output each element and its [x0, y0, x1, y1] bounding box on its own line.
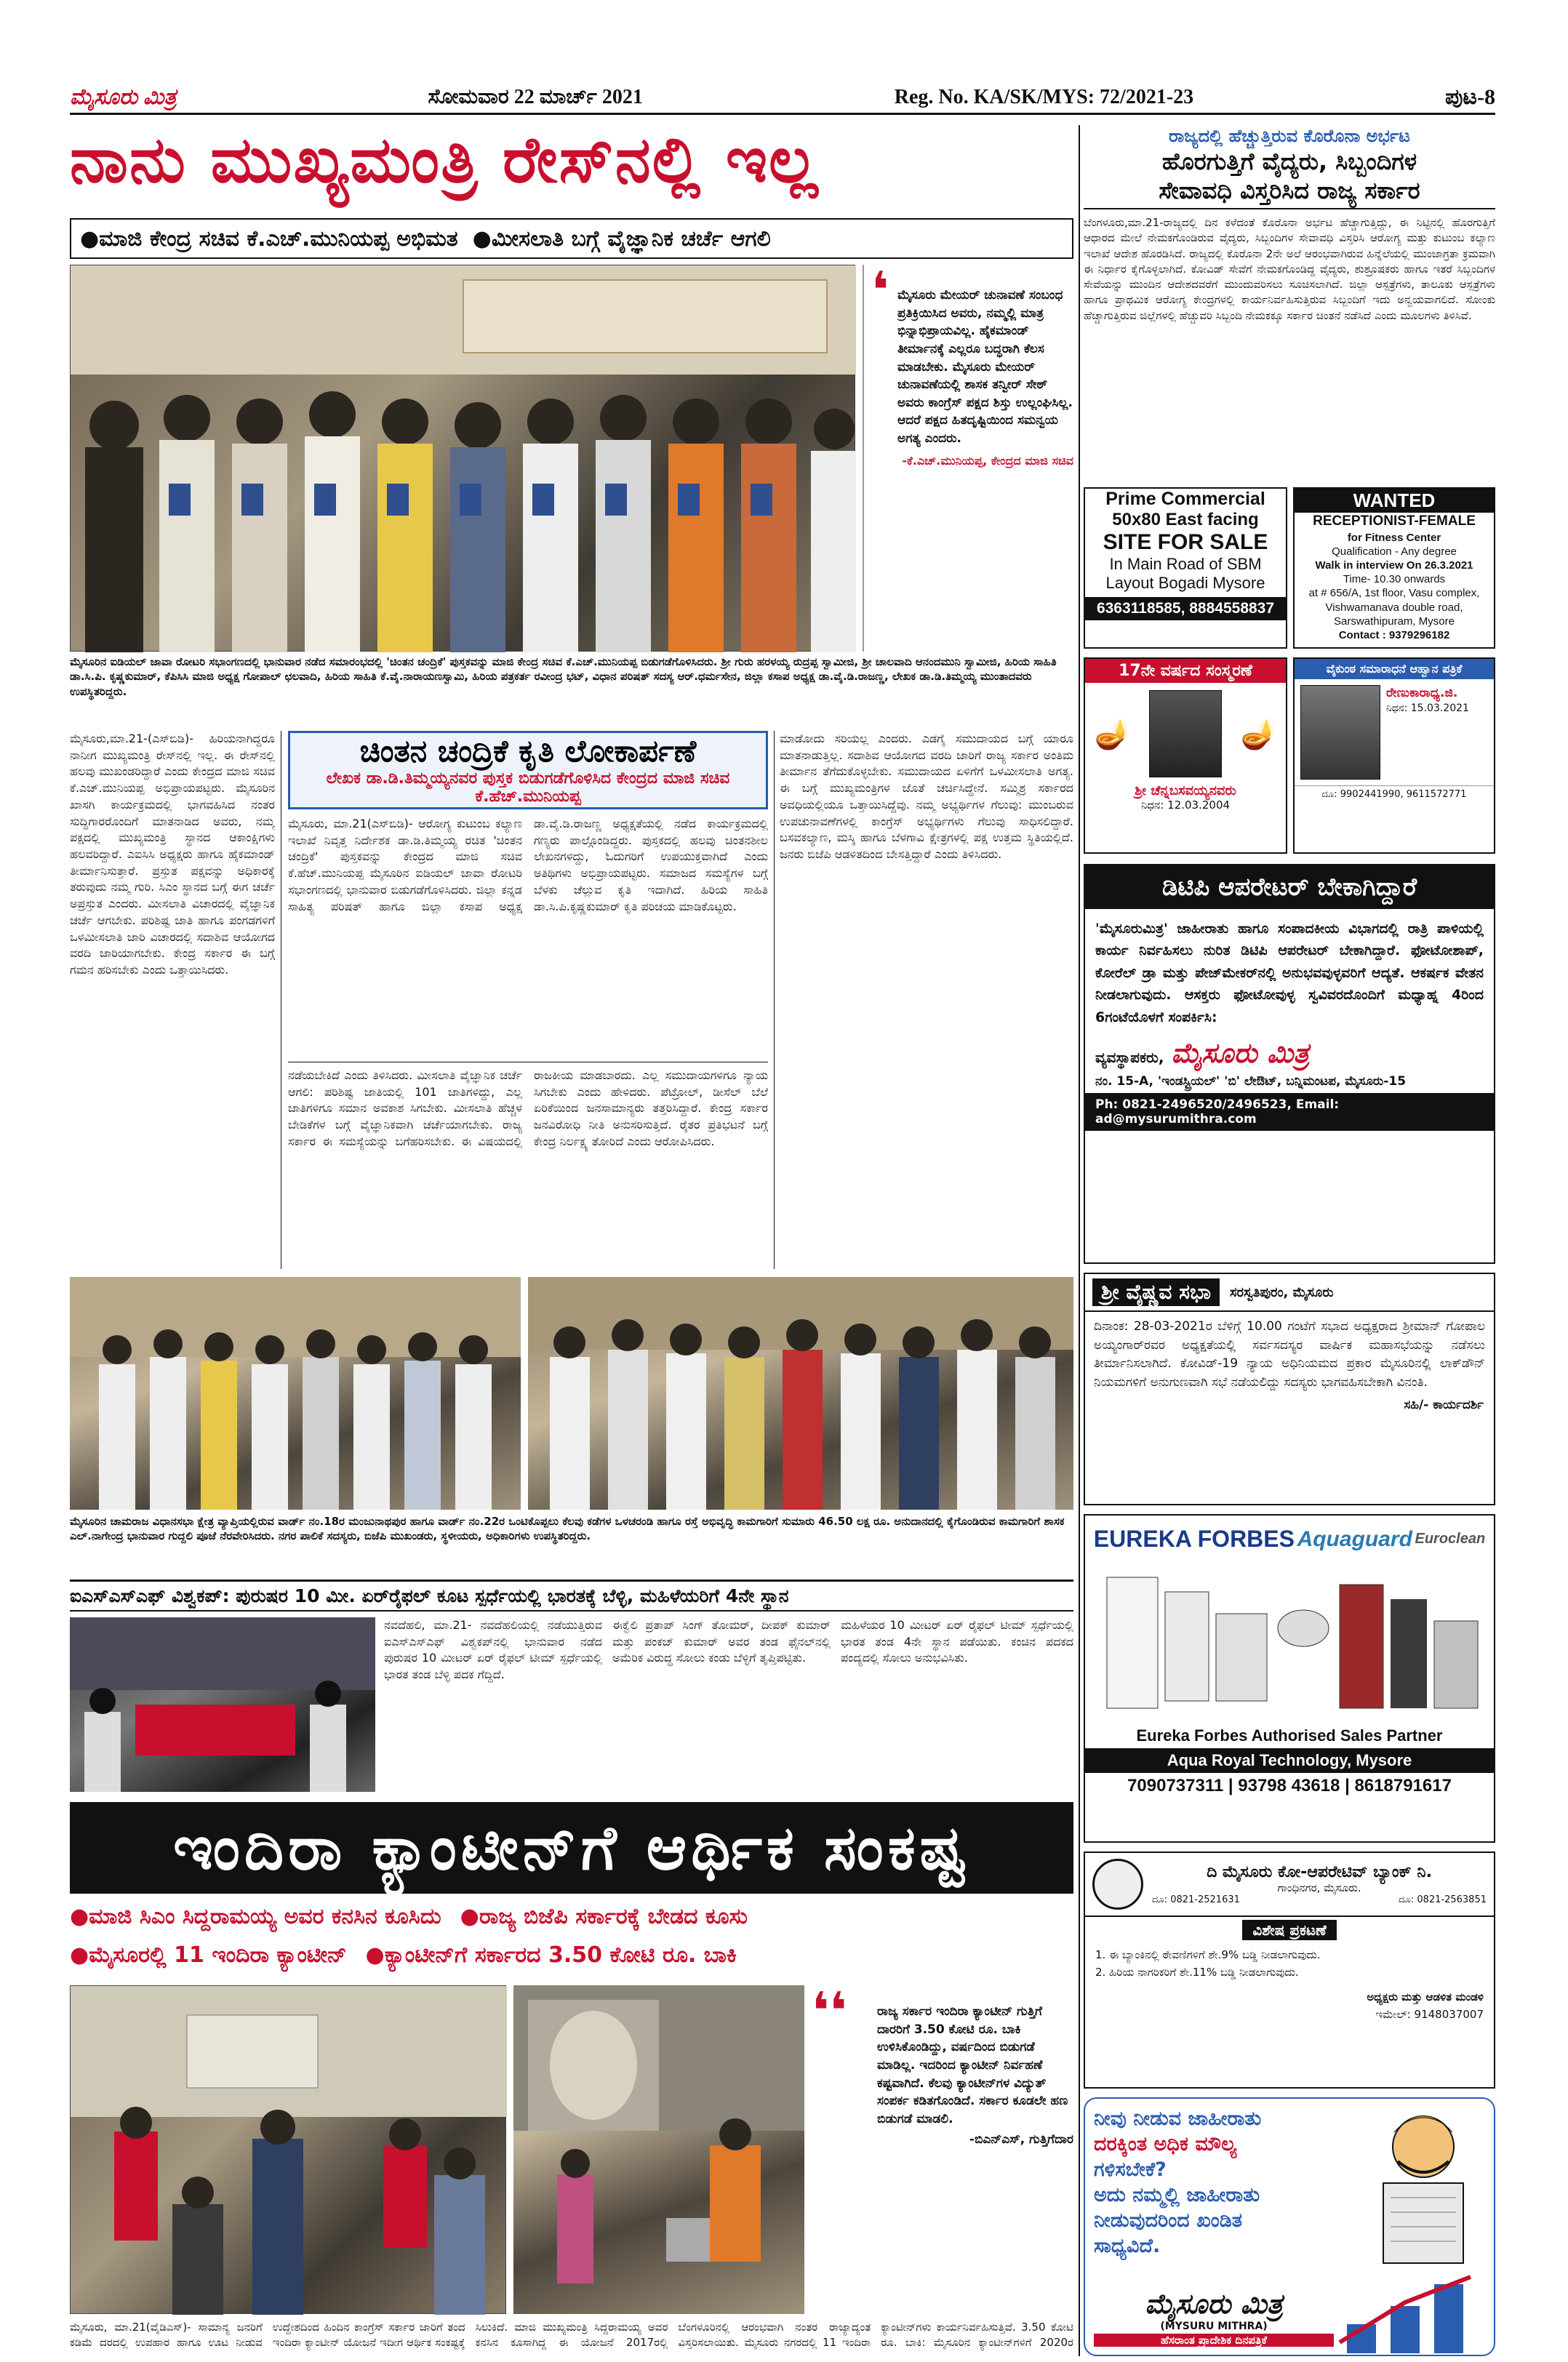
prime-ad-l1: Prime Commercial: [1105, 489, 1265, 509]
promo-l6: ಸಾಧ್ಯವಿದೆ.: [1094, 2235, 1161, 2258]
memorial1-date: ನಿಧನ: 12.03.2004: [1140, 798, 1231, 812]
bank-place: ಗಾಂಧಿನಗರ, ಮೈಸೂರು.: [1277, 1881, 1361, 1894]
issf-headline: ಐಎಸ್‌ಎಸ್‌ಎಫ್ ವಿಶ್ವಕಪ್: ಪುರುಷರ 10 ಮೀ. ಏರ್‌ರೈಫಲ್ ಕೂಟ ಸ್ಪರ್ಧೆಯಲ್ಲಿ ಭಾರತಕ್ಕೆ ಬೆಳ್ಳಿ, ಮಹಿಳೆಯರಿಗೆ 4ನೇ ಸ್ಥಾನ: [70, 1580, 1073, 1612]
corona-body: ಬೆಂಗಳೂರು,ಮಾ.21-ರಾಜ್ಯದಲ್ಲಿ ದಿನ ಕಳೆದಂತೆ ಕೊರೊನಾ ಅರ್ಭಟ ಹೆಚ್ಚಾಗುತ್ತಿದ್ದು, ಈ ನಿಟ್ಟಿನಲ್ಲಿ ಹೊರಗುತ್ತಿಗೆ ಆಧಾರದ ಮೇಲೆ ನೇಮಕಗೊಂಡಿರುವ ವೈದ್ಯರು, ಸಿಬ್ಬಂದಿಗಳ ಸೇವಾವಧಿ ವಿಸ್ತರಿಸಿ ಆರೋಗ್ಯ ಮತ್ತು ಕುಟುಂಬ ಕಲ್ಯಾಣ ಇಲಾಖೆ ಆದೇಶ ಹೊರಡಿಸಿದೆ. ರಾಜ್ಯದಲ್ಲಿ ಕೊರೊನಾ 2ನೇ ಅಲೆ ಆರಂಭವಾಗಿರುವ ಹಿನ್ನೆಲೆಯಲ್ಲಿ ಮುಂಜಾಗ್ರತಾ ಕ್ರಮವಾಗಿ ಈ ನಿರ್ಧಾರ ಕೈಗೊಳ್ಳಲಾಗಿದೆ. ಕೋವಿಡ್ ಸೇವೆಗೆ ನೇಮಕಗೊಂಡಿದ್ದ ವೈದ್ಯರು, ಶುಶ್ರೂಷಕರು ಹಾಗೂ ಇತರೆ ಸಿಬ್ಬಂದಿಗಳ ಸೇವೆಯನ್ನು ಮುಂದಿನ ಆದೇಶದವರೆಗೆ ಮುಂದುವರಿಸಲು ಸೂಚಿಸಲಾಗಿದೆ. ಜಿಲ್ಲಾ ಆಸ್ಪತ್ರೆಗಳು, ತಾಲೂಕು ಆಸ್ಪತ್ರೆಗಳು ಹಾಗೂ ಪ್ರಾಥಮಿಕ ಆರೋಗ್ಯ ಕೇಂದ್ರಗಳಲ್ಲಿ ಕಾರ್ಯನಿರ್ವಹಿಸುತ್ತಿರುವ ಸಿಬ್ಬಂದಿಗೆ ಇದು ಅನ್ವಯವಾಗಲಿದೆ. ಸೋಂಕು ಹೆಚ್ಚಾಗುತ್ತಿರುವ ಜಿಲ್ಲೆಗಳಲ್ಲಿ ಹೆಚ್ಚುವರಿ ಸಿಬ್ಬಂದಿ ನೇಮಕಕ್ಕೂ ಸರ್ಕಾರ ಚಿಂತನೆ ನಡೆಸಿದೆ ಎಂದು ಮೂಲಗಳು ತಿಳಿಸಿವೆ.: [1084, 216, 1495, 322]
wanted-ad-l1: WANTED: [1295, 489, 1494, 513]
vaishnava-head: ಶ್ರೀ ವೈಷ್ಣವ ಸಭಾ: [1092, 1278, 1220, 1306]
corona-headline-2: ಸೇವಾವಧಿ ವಿಸ್ತರಿಸಿದ ರಾಜ್ಯ ಸರ್ಕಾರ: [1084, 176, 1495, 209]
issf-col2: ಈಕ್ವೆಲಿ ಪ್ರತಾಪ್ ಸಿಂಗ್ ತೋಮರ್, ದೀಪಕ್ ಕುಮಾರ್ ಮತ್ತು ಪಂಕಜ್ ಕುಮಾರ್ ಅವರ ತಂಡ ಫೈನಲ್‌ನಲ್ಲಿ ಅಮೆರಿಕ ವಿರುದ್ಧ ಸೋಲು ಕಂಡು ಬೆಳ್ಳಿಗೆ ತೃಪ್ತಿಪಟ್ಟಿತು.: [612, 1618, 831, 1665]
memorial2-phone: ದೂ: 9902441990, 9611572771: [1295, 785, 1494, 800]
canteen-quote: ರಾಜ್ಯ ಸರ್ಕಾರ ಇಂದಿರಾ ಕ್ಯಾಂಟೀನ್ ಗುತ್ತಿಗೆ ದಾರರಿಗೆ 3.50 ಕೋಟಿ ರೂ. ಬಾಕಿ ಉಳಿಸಿಕೊಂಡಿದ್ದು, ವರ್ಷದಿಂದ ಬಿಡುಗಡೆ ಮಾಡಿಲ್ಲ. ಇದರಿಂದ ಕ್ಯಾಂಟೀನ್ ನಿರ್ವಹಣೆ ಕಷ್ಟವಾಗಿದೆ. ಕೆಲವು ಕ್ಯಾಂಟೀನ್‌ಗಳ ವಿದ್ಯುತ್ ಸಂಪರ್ಕ ಕಡಿತಗೊಂಡಿದೆ. ಸರ್ಕಾರ ಕೂಡಲೇ ಹಣ ಬಿಡುಗಡೆ ಮಾಡಲಿ.: [877, 2004, 1068, 2126]
ward-photo-left-figures: [70, 1277, 521, 1510]
memorial-ad-1: [1084, 657, 1287, 854]
promo-l5: ನೀಡುವುದರಿಂದ ಖಂಡಿತ: [1094, 2209, 1243, 2233]
wanted-ad-l5: Walk in interview On 26.3.2021: [1315, 559, 1473, 572]
eureka-shop: Aqua Royal Technology, Mysore: [1085, 1748, 1494, 1773]
dtp-ad-sign: ವ್ಯವಸ್ಥಾಪಕರು,: [1095, 1048, 1164, 1066]
masthead-date: ಸೋಮವಾರ 22 ಮಾರ್ಚ್ 2021: [428, 85, 643, 108]
dtp-ad-addr: ನಂ. 15-A, 'ಇಂಡಸ್ಟ್ರಿಯಲ್' 'ಬಿ' ಲೇಔಟ್, ಬನ್ನಿಮಂಟಪ, ಮೈಸೂರು-15: [1095, 1073, 1407, 1089]
promo-l4: ಅದು ನಮ್ಮಲ್ಲಿ ಜಾಹೀರಾತು: [1094, 2184, 1260, 2207]
lead-body: ಮೈಸೂರು,ಮಾ.21-(ಎಸ್‌ಬಿಡಿ)- ಹಿರಿಯನಾಗಿದ್ದರೂ ನಾನೀಗ ಮುಖ್ಯಮಂತ್ರಿ ರೇಸ್‌ನಲ್ಲಿ ಇಲ್ಲ. ಈ ರೇಸ್‌ನಲ್ಲಿ ಹಲವು ಮುಖಂಡರಿದ್ದಾರೆ ಎಂದು ಕೇಂದ್ರದ ಮಾಜಿ ಸಚಿವ ಕೆ.ಎಚ್.ಮುನಿಯಪ್ಪ ಅಭಿಪ್ರಾಯಪಟ್ಟರು. ಮೈಸೂರಿನ ಖಾಸಗಿ ಕಾರ್ಯಕ್ರಮದಲ್ಲಿ ಭಾಗವಹಿಸಿದ ನಂತರ ಸುದ್ದಿಗಾರರೊಂದಿಗೆ ಮಾತನಾಡಿದ ಅವರು, ನಮ್ಮ ಪಕ್ಷದಲ್ಲಿ ಮುಖ್ಯಮಂತ್ರಿ ಸ್ಥಾನದ ಆಕಾಂಕ್ಷಿಗಳು ಹಲವರಿದ್ದಾರೆ. ಎಐಸಿಸಿ ಅಧ್ಯಕ್ಷರು ಹಾಗೂ ಹೈಕಮಾಂಡ್ ತೀರ್ಮಾನಿಸುತ್ತಾರೆ. ಪ್ರಸ್ತುತ ಪಕ್ಷವನ್ನು ಅಧಿಕಾರಕ್ಕೆ ತರುವುದು ನಮ್ಮ ಗುರಿ. ಸಿಎಂ ಸ್ಥಾನದ ಬಗ್ಗೆ ಈಗ ಚರ್ಚೆ ಅಪ್ರಸ್ತುತ ಎಂದರು. ಮೀಸಲಾತಿ ವಿಚಾರದಲ್ಲಿ ವೈಜ್ಞಾನಿಕ ಚರ್ಚೆ ಆಗಬೇಕು. ಪರಿಶಿಷ್ಟ ಜಾತಿ ಹಾಗೂ ಪಂಗಡಗಳಿಗೆ ಒಳಮೀಸಲಾತಿ ಜಾರಿ ವಿಚಾರದಲ್ಲಿ ಸದಾಶಿವ ಆಯೋಗದ ವರದಿ ಜಾರಿಯಾಗಬೇಕು. ಕೇಂದ್ರ ಸರ್ಕಾರ ಈ ಬಗ್ಗೆ ಗಮನ ಹರಿಸಬೇಕು ಎಂದು ಒತ್ತಾಯಿಸಿದರು.: [70, 732, 275, 977]
canteen-sub2: ●ರಾಜ್ಯ ಬಿಜೆಪಿ ಸರ್ಕಾರಕ್ಕೆ ಬೇಡದ ಕೂಸು: [460, 1904, 748, 1929]
corona-headline-1: ಹೊರಗುತ್ತಿಗೆ ವೈದ್ಯರು, ಸಿಬ್ಬಂದಿಗಳ: [1161, 148, 1417, 175]
lead-quote-box: [863, 260, 1073, 652]
wanted-ad-l7: at # 656/A, 1st floor, Vasu complex,: [1308, 587, 1480, 600]
ward-photo-right: [528, 1277, 1073, 1510]
wanted-ad-l4: Qualification - Any degree: [1332, 545, 1457, 558]
lead-continued-2: ಮಾಡೋದು ಸರಿಯಲ್ಲ ಎಂದರು. ಎಡಗೈ ಸಮುದಾಯದ ಬಗ್ಗೆ ಯಾರೂ ಮಾತನಾಡುತ್ತಿಲ್ಲ. ಸದಾಶಿವ ಆಯೋಗದ ವರದಿ ಜಾರಿಗೆ ರಾಜ್ಯ ಸರ್ಕಾರ ಅಂತಿಮ ತೀರ್ಮಾನ ತೆಗೆದುಕೊಳ್ಳಬೇಕು. ಸಮುದಾಯದ ಏಳಿಗೆಗೆ ಒಳಮೀಸಲಾತಿ ಅಗತ್ಯ. ಈ ಬಗ್ಗೆ ಮುಖ್ಯಮಂತ್ರಿಗಳ ಜೊತೆ ಚರ್ಚಿಸಿದ್ದೇನೆ. ಸಮ್ಮಿಶ್ರ ಸರ್ಕಾರದ ಅವಧಿಯಲ್ಲಿಯೂ ಒತ್ತಾಯಿಸಿದ್ದೆವು. ನಮ್ಮ ಅಭ್ಯರ್ಥಿಗಳ ಗೆಲುವು: ಮುಂಬರುವ ಉಪಚುನಾವಣೆಗಳಲ್ಲಿ ಕಾಂಗ್ರೆಸ್ ಅಭ್ಯರ್ಥಿಗಳು ಗೆಲುವು ಸಾಧಿಸಲಿದ್ದಾರೆ. ಬಸವಕಲ್ಯಾಣ, ಮಸ್ಕಿ ಹಾಗೂ ಬೆಳಗಾವಿ ಕ್ಷೇತ್ರಗಳಲ್ಲಿ ಪಕ್ಷ ಉತ್ತಮ ಸ್ಥಿತಿಯಲ್ಲಿದೆ. ಜನರು ಬಿಜೆಪಿ ಆಡಳಿತದಿಂದ ಬೇಸತ್ತಿದ್ದಾರೆ ಎಂದು ತಿಳಿಸಿದರು.: [780, 732, 1073, 862]
dtp-ad-contact: Ph: 0821-2496520/2496523, Email: ad@mysurumithra.com: [1085, 1093, 1494, 1131]
bank-p1: 1. ಈ ಬ್ಯಾಂಕಿನಲ್ಲಿ ಠೇವಣಿಗಳಿಗೆ ಶೇ.9% ಬಡ್ಡಿ ನೀಡಲಾಗುವುದು.: [1095, 1948, 1321, 1961]
lead-subheads: [70, 218, 1073, 259]
eureka-brand: EUREKA FORBES: [1093, 1526, 1295, 1552]
issf-col1: ನವದೆಹಲಿ, ಮಾ.21- ನವದೆಹಲಿಯಲ್ಲಿ ನಡೆಯುತ್ತಿರುವ ಐಎಸ್‌ಎಸ್‌ಎಫ್ ವಿಶ್ವಕಪ್‌ನಲ್ಲಿ ಭಾನುವಾರ ನಡೆದ ಪುರುಷರ 10 ಮೀಟರ್ ಏರ್ ರೈಫಲ್ ಟೀಮ್ ಸ್ಪರ್ಧೆಯಲ್ಲಿ ಭಾರತ ತಂಡ ಬೆಳ್ಳಿ ಪದಕ ಗೆದ್ದಿದೆ.: [384, 1618, 602, 1682]
issf-photo: [70, 1617, 375, 1792]
memorial1-title: 17ನೇ ವರ್ಷದ ಸಂಸ್ಮರಣೆ: [1085, 659, 1286, 683]
promo-ad: [1084, 2097, 1495, 2356]
masthead: [70, 81, 1495, 115]
lead-headline: ನಾನು ಮುಖ್ಯಮಂತ್ರಿ ರೇಸ್‌ನಲ್ಲಿ ಇಲ್ಲ: [70, 122, 820, 197]
lead-photo-caption: ಮೈಸೂರಿನ ಐಡಿಯಲ್ ಜಾವಾ ರೋಟರಿ ಸಭಾಂಗಣದಲ್ಲಿ ಭಾನುವಾರ ನಡೆದ ಸಮಾರಂಭದಲ್ಲಿ 'ಚಿಂತನ ಚಂದ್ರಿಕೆ' ಪುಸ್ತಕವನ್ನು ಮಾಜಿ ಕೇಂದ್ರ ಸಚಿವ ಕೆ.ಎಚ್.ಮುನಿಯಪ್ಪ ಬಿಡುಗಡೆಗೊಳಿಸಿದರು. ಶ್ರೀ ಗುರು ಹರಳಯ್ಯ ರುದ್ರಪ್ಪ ಸ್ವಾಮೀಜಿ, ಶ್ರೀ ಚಾಲವಾದಿ ಆನಂದಮುನಿ ಸ್ವಾಮೀಜಿ, ಹಿರಿಯ ಸಾಹಿತಿ ಡಾ.ಸಿ.ಪಿ. ಕೃಷ್ಣಕುಮಾರ್, ಕೆಪಿಸಿಸಿ ಮಾಜಿ ಅಧ್ಯಕ್ಷ ಗೋಪಾಲ್ ಛಲವಾದಿ, ಹಿರಿಯ ಸಾಹಿತಿ ಕೆ.ವೈ.ನಾರಾಯಣಸ್ವಾಮಿ, ಹಿರಿಯ ಪತ್ರಕರ್ತ ರವೀಂದ್ರ ಭಟ್, ವಿಧಾನ ಪರಿಷತ್ ಸದಸ್ಯ ಆರ್.ಧರ್ಮಸೇನ, ಜಿಲ್ಲಾ ಕಸಾಪ ಅಧ್ಯಕ್ಷ ಡಾ.ವೈ.ಡಿ.ರಾಜಣ್ಣ, ಲೇಖಕ ಡಾ.ಡಿ.ತಿಮ್ಮಯ್ಯ ಮುಂತಾದವರು ಉಪಸ್ಥಿತರಿದ್ದರು.: [70, 655, 1057, 698]
bank-p2: 2. ಹಿರಿಯ ನಾಗರಿಕರಿಗೆ ಶೇ.11% ಬಡ್ಡಿ ನೀಡಲಾಗುವುದು.: [1095, 1966, 1299, 1979]
memorial-ad-2: [1293, 657, 1495, 854]
eureka-brand2: Aquaguard: [1297, 1526, 1412, 1551]
wanted-ad-l2: RECEPTIONIST-FEMALE: [1313, 513, 1476, 529]
lead-quote-by: -ಕೆ.ಎಚ್.ಮುನಿಯಪ್ಪ, ಕೇಂದ್ರದ ಮಾಜಿ ಸಚಿವ: [902, 453, 1073, 468]
bank-p3: ಅಧ್ಯಕ್ಷರು ಮತ್ತು ಆಡಳಿತ ಮಂಡಳಿ: [1367, 1990, 1484, 2003]
lead-sub1: ●ಮಾಜಿ ಕೇಂದ್ರ ಸಚಿವ ಕೆ.ಎಚ್.ಮುನಿಯಪ್ಪ ಅಭಿಮತ: [80, 225, 458, 252]
memorial2-date: ನಿಧನ: 15.03.2021: [1386, 702, 1469, 714]
portrait-photo: [1300, 685, 1380, 780]
book-subhead: ಲೇಖಕ ಡಾ.ಡಿ.ತಿಮ್ಮಯ್ಯನವರ ಪುಸ್ತಕ ಬಿಡುಗಡೆಗೊಳಿಸಿದ ಕೇಂದ್ರದ ಮಾಜಿ ಸಚಿವ ಕೆ.ಹೆಚ್.ಮುನಿಯಪ್ಪ: [326, 769, 730, 806]
memorial2-name: ರೇಣುಕಾರಾಧ್ಯ.ಜಿ.: [1386, 686, 1458, 700]
canteen-photo-left: [70, 1985, 506, 2314]
canteen-quote-box: [812, 1981, 1073, 2314]
canteen-sub4: ●ಕ್ಯಾಂಟೀನ್‌ಗೆ ಸರ್ಕಾರದ 3.50 ಕೋಟಿ ರೂ. ಬಾಕಿ: [365, 1942, 737, 1968]
prime-ad-l2: 50x80 East facing: [1112, 510, 1259, 529]
lead-quote: ಮೈಸೂರು ಮೇಯರ್ ಚುನಾವಣೆ ಸಂಬಂಧ ಪ್ರತಿಕ್ರಿಯಿಸಿದ ಅವರು, ನಮ್ಮಲ್ಲಿ ಮಾತ್ರ ಭಿನ್ನಾಭಿಪ್ರಾಯವಿಲ್ಲ. ಹೈಕಮಾಂಡ್ ತೀರ್ಮಾನಕ್ಕೆ ಎಲ್ಲರೂ ಬದ್ಧರಾಗಿ ಕೆಲಸ ಮಾಡಬೇಕು. ಮೈಸೂರು ಮೇಯರ್ ಚುನಾವಣೆಯಲ್ಲಿ ಶಾಸಕ ತನ್ವೀರ್ ಸೇಠ್ ಅವರು ಕಾಂಗ್ರೆಸ್ ಪಕ್ಷದ ಶಿಸ್ತು ಉಲ್ಲಂಘಿಸಿಲ್ಲ. ಆದರೆ ಪಕ್ಷದ ಹಿತದೃಷ್ಟಿಯಿಂದ ಸಮನ್ವಯ ಅಗತ್ಯ ಎಂದರು.: [897, 288, 1073, 447]
promo-tag: ಹೆಸರಾಂತ ಪ್ರಾದೇಶಿಕ ದಿನಪತ್ರಿಕೆ: [1094, 2334, 1334, 2347]
ward-photo-right-figures: [528, 1277, 1073, 1510]
canteen-headline: ಇಂದಿರಾ ಕ್ಯಾಂಟೀನ್‌ಗೆ ಆರ್ಥಿಕ ಸಂಕಷ್ಟ: [70, 1802, 1073, 1894]
bank-notice: [1084, 1851, 1495, 2089]
page-number: ಪುಟ-8: [1444, 84, 1495, 109]
lead-photo-figures: [71, 265, 856, 652]
wanted-ad-l9: Sarswathipuram, Mysore: [1334, 614, 1455, 628]
quote-mark-icon: ❛: [871, 260, 889, 320]
dtp-ad-logo: ಮೈಸೂರು ಮಿತ್ರ: [1171, 1036, 1310, 1069]
bank-logo-icon: [1092, 1859, 1143, 1910]
book-body: ಮೈಸೂರು, ಮಾ.21(ಎಸ್‌ಬಿಡಿ)- ಆರೋಗ್ಯ ಕುಟುಂಬ ಕಲ್ಯಾಣ ಇಲಾಖೆ ನಿವೃತ್ತ ನಿರ್ದೇಶಕ ಡಾ.ಡಿ.ತಿಮ್ಮಯ್ಯ ರಚಿತ 'ಚಿಂತನ ಚಂದ್ರಿಕೆ' ಪುಸ್ತಕವನ್ನು ಕೇಂದ್ರದ ಮಾಜಿ ಸಚಿವ ಕೆ.ಹೆಚ್.ಮುನಿಯಪ್ಪ ಮೈಸೂರಿನ ಐಡಿಯಲ್ ಜಾವಾ ರೋಟರಿ ಸಭಾಂಗಣದಲ್ಲಿ ಭಾನುವಾರ ಬಿಡುಗಡೆಗೊಳಿಸಿದರು. ಜಿಲ್ಲಾ ಕನ್ನಡ ಸಾಹಿತ್ಯ ಪರಿಷತ್ ಹಾಗೂ ಜಿಲ್ಲಾ ಕಸಾಪ ಅಧ್ಯಕ್ಷ ಡಾ.ವೈ.ಡಿ.ರಾಜಣ್ಣ ಅಧ್ಯಕ್ಷತೆಯಲ್ಲಿ ನಡೆದ ಕಾರ್ಯಕ್ರಮದಲ್ಲಿ ಗಣ್ಯರು ಪಾಲ್ಗೊಂಡಿದ್ದರು. ಪುಸ್ತಕದಲ್ಲಿ ಹಲವು ಚಿಂತನಶೀಲ ಲೇಖನಗಳಿದ್ದು, ಓದುಗರಿಗೆ ಉಪಯುಕ್ತವಾಗಿದೆ ಎಂದು ಅತಿಥಿಗಳು ಅಭಿಪ್ರಾಯಪಟ್ಟರು. ಸಮಾಜದ ಸಮಸ್ಯೆಗಳ ಬಗ್ಗೆ ಬೆಳಕು ಚೆಲ್ಲುವ ಕೃತಿ ಇದಾಗಿದೆ. ಹಿರಿಯ ಸಾಹಿತಿ ಡಾ.ಸಿ.ಪಿ.ಕೃಷ್ಣಕುಮಾರ್ ಕೃತಿ ಪರಿಚಯ ಮಾಡಿಕೊಟ್ಟರು.: [288, 817, 768, 913]
issf-photo-figures: [70, 1617, 375, 1792]
canteen-body: ಮೈಸೂರು, ಮಾ.21(ವೈಡಿಎಸ್)- ಸಾಮಾನ್ಯ ಜನರಿಗೆ ಕಡಿಮೆ ದರದಲ್ಲಿ ಉಪಹಾರ ಹಾಗೂ ಊಟ ನೀಡುವ ಉದ್ದೇಶದಿಂದ ಹಿಂದಿನ ಕಾಂಗ್ರೆಸ್ ಸರ್ಕಾರ ಜಾರಿಗೆ ತಂದ ಇಂದಿರಾ ಕ್ಯಾಂಟೀನ್ ಯೋಜನೆ ಇದೀಗ ಆರ್ಥಿಕ ಸಂಕಷ್ಟಕ್ಕೆ ಸಿಲುಕಿದೆ. ಮಾಜಿ ಮುಖ್ಯಮಂತ್ರಿ ಸಿದ್ದರಾಮಯ್ಯ ಅವರ ಕನಸಿನ ಕೂಸಾಗಿದ್ದ ಈ ಯೋಜನೆ 2017ರಲ್ಲಿ ಬೆಂಗಳೂರಿನಲ್ಲಿ ಆರಂಭವಾಗಿ ನಂತರ ರಾಜ್ಯಾದ್ಯಂತ ವಿಸ್ತರಿಸಲಾಯಿತು. ಮೈಸೂರು ನಗರದಲ್ಲಿ 11 ಇಂದಿರಾ ಕ್ಯಾಂಟೀನ್‌ಗಳು ಕಾರ್ಯನಿರ್ವಹಿಸುತ್ತಿವೆ. 3.50 ಕೋಟಿ ರೂ. ಬಾಕಿ: ಮೈಸೂರಿನ ಕ್ಯಾಂಟೀನ್‌ಗಳಿಗೆ 2020ರ: [70, 2321, 1073, 2350]
vaishnava-sign: ಸಹಿ/- ಕಾರ್ಯದರ್ಶಿ: [1404, 1398, 1484, 1412]
memorial1-name: ಶ್ರೀ ಚೆನ್ನಬಸವಯ್ಯನವರು: [1135, 783, 1236, 798]
masthead-logo: ಮೈಸೂರು ಮಿತ್ರ: [70, 84, 177, 109]
wanted-ad-l3: for Fitness Center: [1347, 531, 1441, 544]
ward-photo-left: [70, 1277, 521, 1510]
eureka-phones: 7090737311 | 93798 43618 | 8618791617: [1127, 1776, 1452, 1795]
promo-logo: ಮೈಸೂರು ಮಿತ್ರ: [1145, 2288, 1283, 2320]
vaishnava-body: ದಿನಾಂಕ: 28-03-2021ರ ಬೆಳಿಗ್ಗೆ 10.00 ಗಂಟೆಗೆ ಸಭಾದ ಅಧ್ಯಕ್ಷರಾದ ಶ್ರೀಮಾನ್ ಗೋಪಾಲ ಅಯ್ಯಂಗಾರ್‌ರವರ ಅಧ್ಯಕ್ಷತೆಯಲ್ಲಿ ಸರ್ವಸದಸ್ಯರ ವಾರ್ಷಿಕ ಮಹಾಸಭೆಯನ್ನು ನಡೆಸಲು ತೀರ್ಮಾನಿಸಲಾಗಿದೆ. ಕೋವಿಡ್-19 ನ್ಯಾಯ ಅಧಿನಿಯಮದ ಪ್ರಕಾರ ಮೈಸೂರಿನಲ್ಲಿ ಲಾಕ್‌ಡೌನ್ ನಿಯಮಗಳಿಗೆ ಅನುಗುಣವಾಗಿ ಸಭೆ ನಡೆಯಲಿದ್ದು ಸದಸ್ಯರು ಭಾಗವಹಿಸಬೇಕಾಗಿ ವಿನಂತಿ.: [1094, 1319, 1485, 1390]
bank-name: ದಿ ಮೈಸೂರು ಕೋ-ಆಪರೇಟಿವ್ ಬ್ಯಾಂಕ್ ನಿ.: [1207, 1863, 1432, 1881]
promo-l1: ನೀವು ನೀಡುವ ಜಾಹೀರಾತು: [1094, 2107, 1262, 2130]
promo-l2: ದರಕ್ಕಿಂತ ಅಧಿಕ ಮೌಲ್ಯ: [1094, 2133, 1237, 2156]
corona-story: [1084, 125, 1495, 474]
book-headline-box: [288, 731, 768, 809]
ward-photo-caption: ಮೈಸೂರಿನ ಚಾಮರಾಜ ವಿಧಾನಸಭಾ ಕ್ಷೇತ್ರ ವ್ಯಾಪ್ತಿಯಲ್ಲಿರುವ ವಾರ್ಡ್ ನಂ.18ರ ಮಂಜುನಾಥಪುರ ಹಾಗೂ ವಾರ್ಡ್ ನಂ.22ರ ಒಂಟಿಕೊಪ್ಪಲು ಕೆಲವು ಕಡೆಗಳ ಒಳಚರಂಡಿ ಹಾಗೂ ರಸ್ತೆ ಅಭಿವೃದ್ಧಿ ಕಾಮಗಾರಿಗೆ ಸುಮಾರು 46.50 ಲಕ್ಷ ರೂ. ಅನುದಾನದಲ್ಲಿ ಕೈಗೊಂಡಿರುವ ಕಾಮಗಾರಿಗೆ ಶಾಸಕ ಎಲ್.ನಾಗೇಂದ್ರ ಭಾನುವಾರ ಗುದ್ದಲಿ ಪೂಜೆ ನೆರವೇರಿಸಿದರು. ನಗರ ಪಾಲಿಕೆ ಸದಸ್ಯರು, ಬಿಜೆಪಿ ಮುಖಂಡರು, ಸ್ಥಳೀಯರು, ಅಧಿಕಾರಿಗಳು ಉಪಸ್ಥಿತರಿದ್ದರು.: [70, 1515, 1065, 1543]
canteen-sub3: ●ಮೈಸೂರಲ್ಲಿ 11 ಇಂದಿರಾ ಕ್ಯಾಂಟೀನ್: [70, 1942, 347, 1968]
wanted-ad-l10: Contact : 9379296182: [1338, 628, 1450, 641]
bank-phone: ದೂ: 0821-2521631: [1152, 1894, 1240, 1905]
prime-ad-phone: 6363118585, 8884558837: [1085, 597, 1286, 620]
issf-col3: ಮಹಿಳೆಯರ 10 ಮೀಟರ್ ಏರ್ ರೈಫಲ್ ಟೀಮ್ ಸ್ಪರ್ಧೆಯಲ್ಲಿ ಭಾರತ ತಂಡ 4ನೇ ಸ್ಥಾನ ಪಡೆಯಿತು. ಕಂಚಿನ ಪದಕದ ಪಂದ್ಯದಲ್ಲಿ ಸೋಲು ಅನುಭವಿಸಿತು.: [841, 1618, 1073, 1665]
prime-ad-l5: Layout Bogadi Mysore: [1105, 574, 1265, 592]
canteen-photo-right-figures: [513, 1985, 804, 2314]
lamp-icon: 🪔: [1240, 717, 1277, 751]
wanted-ad-l8: Vishwamanava double road,: [1325, 601, 1463, 614]
canteen-sub1: ●ಮಾಜಿ ಸಿಎಂ ಸಿದ್ದರಾಮಯ್ಯ ಅವರ ಕನಸಿನ ಕೂಸಿದು: [70, 1904, 441, 1929]
lamp-icon: 🪔: [1094, 717, 1131, 751]
promo-logo-en: (MYSURU MITHRA): [1160, 2321, 1268, 2332]
mascot-icon: [1354, 2103, 1492, 2278]
eureka-brand3: Euroclean: [1415, 1531, 1486, 1547]
canteen-photo-right: [513, 1985, 804, 2314]
lead-sub2: ●ಮೀಸಲಾತಿ ಬಗ್ಗೆ ವೈಜ್ಞಾನಿಕ ಚರ್ಚೆ ಆಗಲಿ: [472, 225, 771, 252]
dtp-ad-head: ಡಿಟಿಪಿ ಆಪರೇಟರ್ ಬೇಕಾಗಿದ್ದಾರೆ: [1085, 865, 1494, 909]
wanted-ad: [1293, 487, 1495, 649]
eureka-products: [1085, 1563, 1495, 1723]
bank-phone2: ದೂ: 0821-2563851: [1399, 1894, 1487, 1905]
prime-ad: [1084, 487, 1287, 649]
canteen-subheads: [70, 1898, 1073, 1978]
prime-ad-l4: In Main Road of SBM: [1109, 555, 1262, 573]
growth-bars-icon: [1332, 2273, 1492, 2353]
lead-photo: [70, 265, 855, 652]
wanted-ad-l6: Time- 10.30 onwards: [1343, 573, 1446, 586]
canteen-quote-by: -ಬಿಎನ್‌ಎಸ್, ಗುತ್ತಿಗೆದಾರ: [969, 2132, 1073, 2147]
quote-mark-icon: ❛❛: [812, 1981, 847, 2041]
dtp-ad-body: 'ಮೈಸೂರುಮಿತ್ರ' ಜಾಹೀರಾತು ಹಾಗೂ ಸಂಪಾದಕೀಯ ವಿಭಾಗದಲ್ಲಿ ರಾತ್ರಿ ಪಾಳಿಯಲ್ಲಿ ಕಾರ್ಯ ನಿರ್ವಹಿಸಲು ನುರಿತ ಡಿಟಿಪಿ ಆಪರೇಟರ್ ಬೇಕಾಗಿದ್ದಾರೆ. ಫೋಟೋಶಾಪ್, ಕೋರೆಲ್ ಡ್ರಾ ಮತ್ತು ಪೇಜ್‌ಮೇಕರ್‌ನಲ್ಲಿ ಅನುಭವವುಳ್ಳವರಿಗೆ ಆದ್ಯತೆ. ಆಕರ್ಷಕ ವೇತನ ನೀಡಲಾಗುವುದು. ಆಸಕ್ತರು ಫೋಟೋವುಳ್ಳ ಸ್ವವಿವರದೊಂದಿಗೆ ಮಧ್ಯಾಹ್ನ 4ರಿಂದ 6ಗಂಟೆಯೊಳಗೆ ಸಂಪರ್ಕಿಸಿ:: [1095, 921, 1484, 1025]
masthead-reg: Reg. No. KA/SK/MYS: 72/2021-23: [894, 85, 1194, 108]
book-headline: ಚಿಂತನ ಚಂದ್ರಿಕೆ ಕೃತಿ ಲೋಕಾರ್ಪಣೆ: [359, 733, 697, 769]
eureka-ad: [1084, 1514, 1495, 1843]
vaishnava-place: ಸರಸ್ವತಿಪುರಂ, ಮೈಸೂರು: [1230, 1284, 1334, 1300]
memorial2-title: ವೈಕುಂಠ ಸಮಾರಾಧನೆ ಆಹ್ವಾನ ಪತ್ರಿಕೆ: [1295, 659, 1494, 679]
eureka-partner: Eureka Forbes Authorised Sales Partner: [1136, 1726, 1443, 1745]
dtp-ad: [1084, 864, 1495, 1264]
vaishnava-notice: [1084, 1273, 1495, 1505]
bank-p4: ಇಮೇಲ್: 9148037007: [1375, 2008, 1484, 2021]
bank-special: ವಿಶೇಷ ಪ್ರಕಟಣೆ: [1242, 1920, 1336, 1940]
lead-continued: ನಡೆಯಬೇಕಿದೆ ಎಂದು ತಿಳಿಸಿದರು. ಮೀಸಲಾತಿ ವೈಜ್ಞಾನಿಕ ಚರ್ಚೆ ಆಗಲಿ: ಪರಿಶಿಷ್ಟ ಜಾತಿಯಲ್ಲಿ 101 ಜಾತಿಗಳಿದ್ದು, ಎಲ್ಲ ಜಾತಿಗಳಿಗೂ ಸಮಾನ ಅವಕಾಶ ಸಿಗಬೇಕು. ಮೀಸಲಾತಿ ಹೆಚ್ಚಳ ಬೇಡಿಕೆಗಳ ಬಗ್ಗೆ ವೈಜ್ಞಾನಿಕವಾಗಿ ಚರ್ಚೆಯಾಗಬೇಕು. ರಾಜ್ಯ ಸರ್ಕಾರ ಈ ಸಮಸ್ಯೆಯನ್ನು ಬಗೆಹರಿಸಬೇಕು. ಈ ವಿಷಯದಲ್ಲಿ ರಾಜಕೀಯ ಮಾಡಬಾರದು. ಎಲ್ಲ ಸಮುದಾಯಗಳಿಗೂ ನ್ಯಾಯ ಸಿಗಬೇಕು ಎಂದು ಹೇಳಿದರು. ಪೆಟ್ರೋಲ್, ಡೀಸೆಲ್ ಬೆಲೆ ಏರಿಕೆಯಿಂದ ಜನಸಾಮಾನ್ಯರು ತತ್ತರಿಸಿದ್ದಾರೆ. ಕೇಂದ್ರ ಸರ್ಕಾರ ಜನವಿರೋಧಿ ನೀತಿ ಅನುಸರಿಸುತ್ತಿದೆ. ರೈತರ ಪ್ರತಿಭಟನೆ ಬಗ್ಗೆ ಕೇಂದ್ರ ನಿರ್ಲಕ್ಷ್ಯ ತೋರಿದೆ ಎಂದು ಆರೋಪಿಸಿದರು.: [288, 1068, 768, 1148]
corona-kicker: ರಾಜ್ಯದಲ್ಲಿ ಹೆಚ್ಚುತ್ತಿರುವ ಕೊರೊನಾ ಅರ್ಭಟ: [1169, 126, 1410, 146]
canteen-photo-left-figures: [71, 1986, 507, 2315]
portrait-photo: [1149, 690, 1222, 777]
prime-ad-l3: SITE FOR SALE: [1103, 530, 1268, 554]
promo-l3: ಗಳಿಸಬೇಕೆ?: [1094, 2158, 1167, 2182]
